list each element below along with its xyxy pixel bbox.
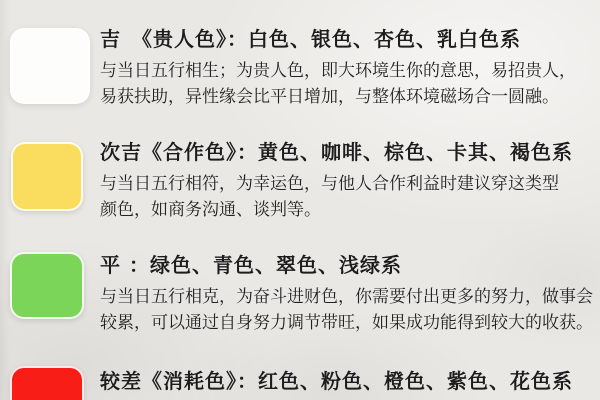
- section-poor-text: [100, 369, 594, 393]
- section-neutral-text: [100, 253, 594, 336]
- section-title: 吉 《贵人色》：白色、银色、杏色、乳白色系: [100, 27, 521, 51]
- section-secondary-text: [100, 140, 594, 223]
- body-line: 与当日五行相符，为幸运色，与他人合作利益时建议穿这类型: [100, 174, 559, 194]
- section-title: 平 ：绿色、青色、翠色、浅绿系: [100, 253, 402, 277]
- section-body: [100, 171, 594, 223]
- section-title: 较差《消耗色》：红色、粉色、橙色、紫色、花色系: [100, 369, 573, 393]
- section-poor: [0, 366, 600, 400]
- yellow-color-swatch: [11, 142, 83, 211]
- section-secondary-auspicious: [0, 140, 600, 223]
- body-line: 较累，可以通过自身努力调节带旺，如果成功能得到较大的收获。: [100, 313, 593, 333]
- section-neutral: [0, 253, 600, 336]
- section-body: [100, 58, 594, 110]
- body-line: 与当日五行相生；为贵人色，即大环境生你的意思，易招贵人，: [100, 61, 576, 81]
- body-line: 易获扶助，异性缘会比平日增加，与整体环境磁场合一圆融。: [100, 87, 559, 107]
- section-title: 次吉《合作色》：黄色、咖啡、棕色、卡其、褐色系: [100, 140, 573, 164]
- section-auspicious: [0, 27, 600, 110]
- body-line: 颜色，如商务沟通、谈判等。: [100, 200, 321, 220]
- body-line: 与当日五行相克，为奋斗进财色，你需要付出更多的努力，做事会: [100, 287, 593, 307]
- green-color-swatch: [10, 252, 84, 319]
- white-color-swatch: [10, 28, 90, 104]
- section-auspicious-text: [100, 27, 594, 110]
- section-body: [100, 284, 594, 336]
- red-color-swatch: [10, 366, 84, 400]
